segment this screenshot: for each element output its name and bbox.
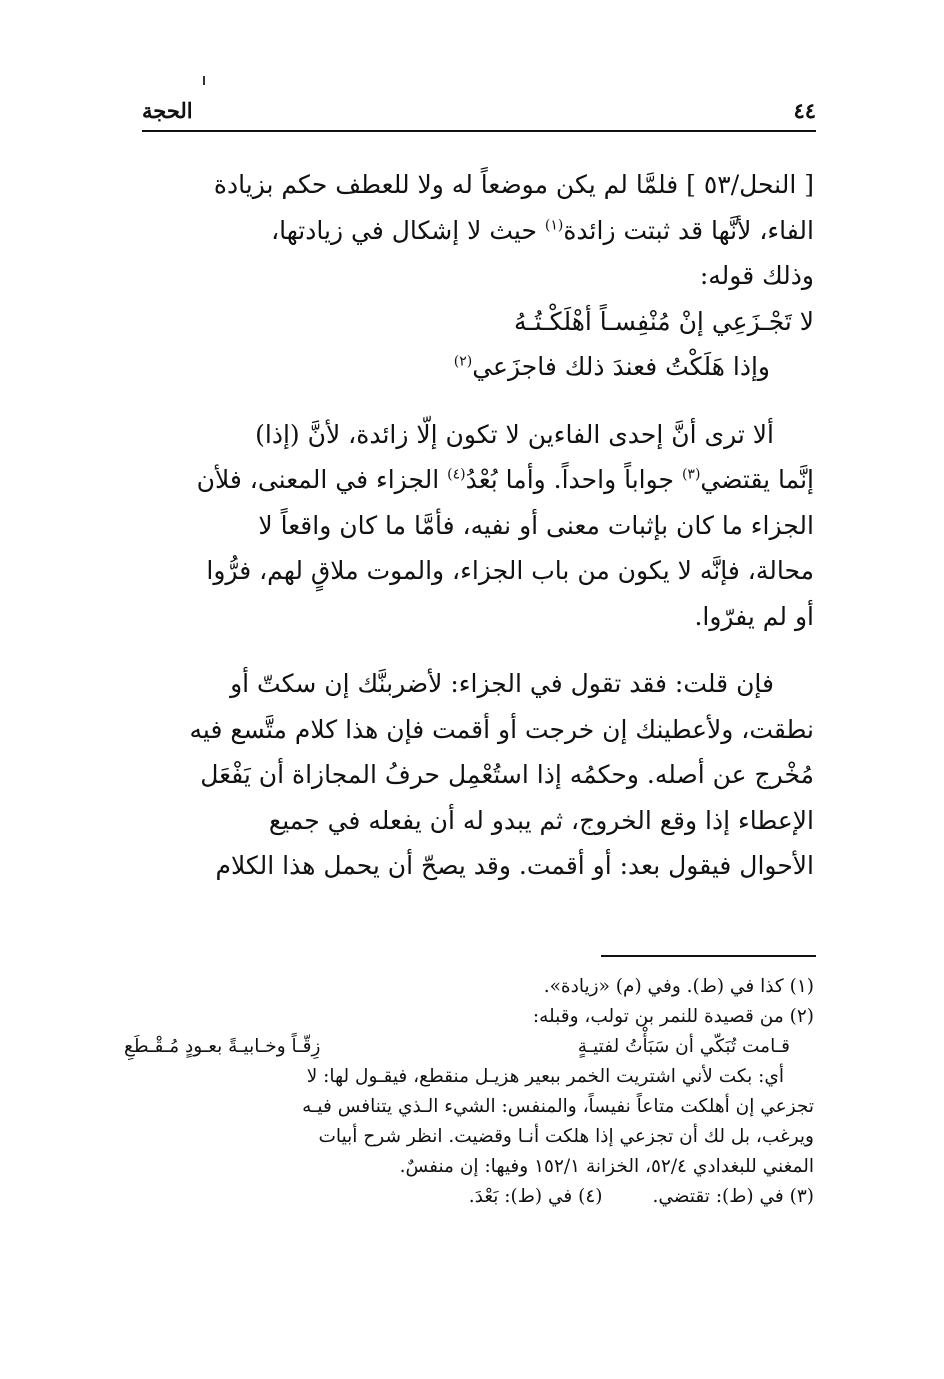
text-line: محالة، فإنَّه لا يكون من باب الجزاء، والموت ملاقٍ لهم، فرُّوا: [206, 556, 814, 585]
text-line: حيث لا إشكال في زيادتها،: [271, 215, 545, 245]
verse-line-1: لا تَجْـزَعِي إنْ مُنْفِسـاً أهْلَكْـتُـهُ: [514, 306, 814, 336]
footnotes-3-4: [124, 1182, 814, 1212]
footnote-ref: (٣): [681, 466, 701, 483]
running-header: [142, 98, 816, 128]
footnote-1: (١) كذا في (ط). وفي (م) «زيادة».: [543, 976, 814, 997]
book-title: الحجة: [142, 98, 193, 123]
page-number: ٤٤: [793, 98, 816, 123]
footnote-3: (٣) في (ط): تقتضي.: [652, 1186, 814, 1207]
footnote-2-line: ويرغب، بل لك أن تجزعي إذا هلكت أنـا وقضيت. انظر شرح أبيات: [318, 1126, 814, 1147]
verse-text: وإذا هَلَكْتُ فعندَ ذلك فاجزَعي: [472, 352, 770, 381]
verse-line-2: [124, 344, 814, 390]
text-line: الإعطاء إذا وقع الخروج، ثم يبدو له أن يفعله في جميع: [268, 805, 814, 835]
text-line: أو لم يفرّوا.: [694, 601, 814, 631]
footnote-2-line: المغني للبغدادي ٥٢/٤، الخزانة ١٥٢/١ وفيها: إن منفسٌ.: [399, 1156, 814, 1177]
spacer: [124, 390, 814, 412]
verse-hemistich-1: قـامت تُبَكّي أن سَبَأْتُ لفتيـةٍ: [577, 1036, 790, 1057]
footnotes: [124, 972, 814, 1212]
paragraph-3: [124, 661, 814, 889]
footnote-4: (٤) في (ط): بَعْدَ.: [468, 1186, 603, 1207]
page-mark: [203, 76, 205, 85]
footnote-2-line: تجزعي إن أهلكت متاعاً نفيساً، والمنفس: الشيء الـذي يتنافس فيـه: [302, 1096, 814, 1117]
footnote-ref: (١): [544, 217, 564, 234]
verse-hemistich-2: زِقّـاً وخـابيـةً بعـودٍ مُـقْـطَعِ: [124, 1036, 321, 1057]
footnote-rule: [601, 955, 816, 957]
text-line: ألا ترى أنَّ إحدى الفاءين لا تكون إلّا زائدة، لأنَّ (إذا): [255, 419, 774, 449]
main-text: [124, 162, 814, 889]
text-line: الأحوال فيقول بعد: أو أقمت. وقد يصحّ أن يحمل هذا الكلام: [215, 851, 814, 880]
text-line: [ النحل/٥٣ ] فلمَّا لم يكن موضعاً له ولا للعطف حكم بزيادة: [213, 170, 814, 199]
text-line: جواباً واحداً. وأما بُعْدُ: [465, 465, 682, 494]
text-line: نطقت، ولأعطينك إن خرجت أو أقمت فإن هذا كلام متَّسع فيه: [189, 714, 814, 744]
text-line: الجزاء في المعنى، فلأن: [196, 465, 448, 494]
footnote-2-intro: (٢) من قصيدة للنمر بن تولب، وقبله:: [532, 1006, 814, 1027]
text-line: إنَّما يقتضي: [700, 465, 814, 494]
footnote-2-line: أي: بكت لأني اشتريت الخمر ببعير هزيـل منقطع، فيقـول لها: لا: [306, 1066, 784, 1087]
text-line: وذلك قوله:: [699, 261, 814, 290]
text-line: الفاء، لأنَّها قد ثبتت زائدة: [563, 215, 814, 245]
footnote-ref: (٢): [453, 353, 473, 370]
paragraph-1: [124, 162, 814, 299]
paragraph-2: [124, 412, 814, 640]
text-line: مُخْرج عن أصله. وحكمُه إذا استُعْمِل حرفُ المجازاة أن يَفْعَل: [200, 760, 814, 789]
header-rule: [142, 130, 816, 132]
footnote-2-verse: [124, 1032, 814, 1062]
spacer: [124, 639, 814, 661]
text-line: فإن قلت: فقد تقول في الجزاء: لأضربنَّك إن سكتّ أو: [230, 669, 774, 698]
footnote-ref: (٤): [447, 466, 466, 483]
text-line: الجزاء ما كان بإثبات معنى أو نفيه، فأمَّا ما كان واقعاً لا: [258, 510, 814, 540]
